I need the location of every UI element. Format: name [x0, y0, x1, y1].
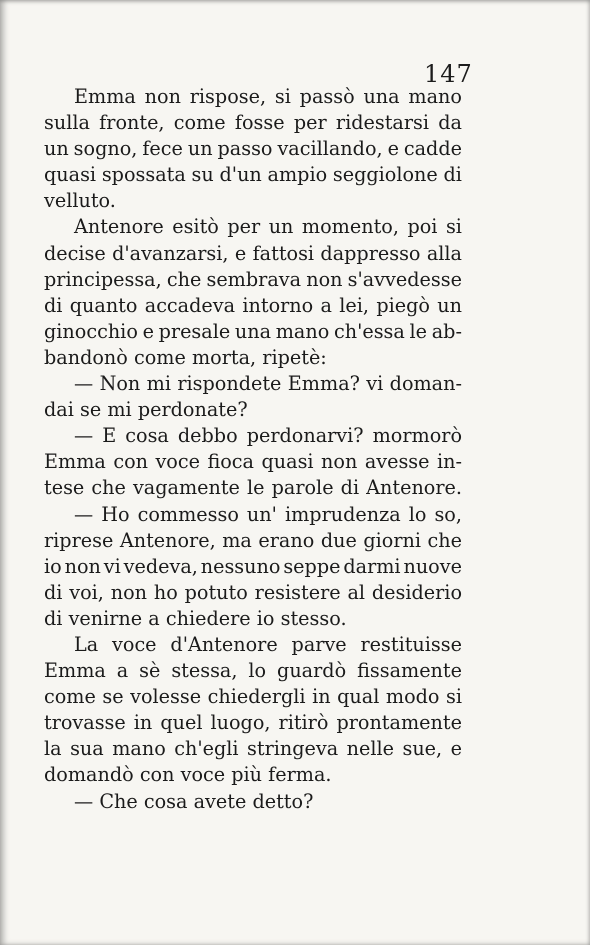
word: quel: [160, 711, 203, 735]
text-line: [44, 267, 462, 293]
word: —: [74, 789, 94, 813]
text-line: [44, 188, 462, 214]
word: rispose,: [189, 85, 267, 108]
text-line: [44, 606, 462, 632]
word: un: [44, 137, 69, 161]
word: Antenore: [74, 215, 164, 239]
word: momento,: [301, 215, 399, 239]
word: vacillando,: [277, 137, 383, 161]
word: due: [320, 528, 357, 552]
word: sogno,: [73, 137, 138, 161]
word: sulla: [44, 111, 90, 135]
word: a: [148, 606, 160, 630]
word: a: [116, 659, 129, 683]
word: di: [443, 163, 462, 187]
word: quanto: [69, 293, 138, 317]
word: accadeva: [144, 293, 236, 317]
word: darmi: [343, 554, 401, 578]
text-line: [44, 136, 462, 162]
word: non: [64, 554, 101, 578]
word: seggiolone: [332, 163, 438, 187]
word: come: [173, 111, 226, 135]
word: fioca: [207, 450, 254, 474]
word: in: [312, 685, 331, 709]
word: ferma.: [268, 763, 332, 787]
word: la: [44, 737, 62, 761]
word: guardò: [277, 659, 347, 683]
text-line: [44, 449, 462, 475]
word: poi: [407, 215, 438, 239]
word: passo: [217, 137, 273, 161]
word: che: [166, 267, 202, 291]
word: decise: [44, 241, 106, 265]
word: una: [363, 85, 400, 108]
text-line: [44, 162, 462, 188]
word: sè: [139, 659, 161, 683]
word: che: [427, 528, 462, 552]
word: modo: [385, 685, 440, 709]
word: di: [44, 606, 63, 630]
word: —: [74, 502, 94, 526]
word: da: [438, 111, 462, 135]
word: dappresso: [320, 241, 421, 265]
word: se: [80, 398, 102, 422]
word: presale: [158, 319, 231, 343]
word: Emma: [44, 450, 106, 474]
word: d'Antenore: [170, 632, 278, 656]
word: per: [227, 215, 261, 239]
word: intorno: [242, 293, 314, 317]
word: con: [113, 450, 148, 474]
word: non: [110, 580, 148, 604]
text-line: [44, 736, 462, 762]
word: riprese: [44, 528, 114, 552]
word: detto?: [252, 789, 314, 813]
word: imprudenza: [284, 502, 401, 526]
word: d'un: [219, 163, 262, 187]
word: quasi: [44, 163, 97, 187]
text-line: [44, 789, 462, 815]
word: volesse: [130, 685, 202, 709]
word: un': [246, 502, 277, 526]
word: avesse: [364, 450, 430, 474]
word: in-: [436, 450, 462, 474]
word: una: [234, 319, 272, 343]
word: passò: [299, 85, 355, 108]
word: e: [142, 319, 154, 343]
word: giorni: [363, 528, 421, 552]
word: io: [44, 554, 62, 578]
word: La: [74, 632, 99, 656]
word: parole: [271, 476, 334, 500]
word: perdonate?: [137, 398, 248, 422]
word: desiderio: [371, 580, 462, 604]
word: più: [231, 763, 263, 787]
word: voce: [180, 763, 226, 787]
text-line: [44, 475, 462, 501]
word: fece: [142, 137, 183, 161]
word: morta,: [191, 345, 257, 369]
word: mano: [275, 319, 330, 343]
word: le: [409, 319, 428, 343]
text-line: [44, 580, 462, 606]
text-line: [44, 528, 462, 554]
word: ch'egli: [174, 737, 239, 761]
word: al: [347, 580, 366, 604]
page-number: 147: [424, 60, 473, 88]
word: a: [320, 293, 332, 317]
word: venirne: [68, 606, 143, 630]
text-line: [44, 632, 462, 658]
word: lo: [248, 659, 267, 683]
word: resistere: [254, 580, 341, 604]
word: sua: [70, 737, 104, 761]
word: un: [268, 215, 294, 239]
word: non: [144, 85, 181, 108]
word: si: [445, 215, 462, 239]
text-line: [44, 710, 462, 736]
word: Emma: [74, 85, 136, 108]
text-line: [44, 371, 462, 397]
word: avete: [193, 789, 247, 813]
word: velluto.: [44, 189, 116, 213]
word: restituisse: [360, 632, 462, 656]
text-line: [44, 423, 462, 449]
word: alla: [426, 241, 462, 265]
page-body-text: [44, 84, 462, 815]
text-line: [44, 110, 462, 136]
text-line: [44, 762, 462, 788]
word: mi: [107, 398, 132, 422]
word: dai: [44, 398, 74, 422]
word: prontamente: [336, 711, 462, 735]
text-line: [44, 658, 462, 684]
text-line: [44, 241, 462, 267]
word: ma: [222, 528, 252, 552]
word: non: [306, 267, 343, 291]
text-line: [44, 319, 462, 345]
word: un: [437, 293, 462, 317]
word: di: [340, 476, 360, 500]
word: chiedere: [165, 606, 251, 630]
word: mormorò: [372, 424, 462, 448]
word: non: [321, 450, 358, 474]
word: vi: [103, 554, 121, 578]
word: sue,: [402, 737, 443, 761]
word: potuto: [184, 580, 248, 604]
word: fosse: [234, 111, 285, 135]
word: e: [387, 137, 399, 161]
word: doman-: [389, 372, 462, 396]
word: si: [446, 685, 462, 709]
word: sembrava: [206, 267, 302, 291]
word: mano: [408, 85, 462, 108]
word: ridestarsi: [335, 111, 430, 135]
word: ginocchio: [44, 319, 138, 343]
word: cadde: [403, 137, 462, 161]
text-line: [44, 84, 462, 110]
word: un: [187, 137, 213, 161]
word: in: [133, 711, 153, 735]
text-line: [44, 502, 462, 528]
word: —: [74, 372, 94, 396]
word: perdonarvi?: [246, 424, 364, 448]
text-line: [44, 554, 462, 580]
word: vedeva,: [123, 554, 198, 578]
word: come: [133, 345, 186, 369]
word: piegò: [376, 293, 430, 317]
word: s'avvedesse: [347, 267, 462, 291]
word: le: [247, 476, 265, 500]
text-line: [44, 684, 462, 710]
word: spossata: [101, 163, 186, 187]
word: vagamente: [132, 476, 240, 500]
word: mano: [112, 737, 166, 761]
word: cosa: [125, 424, 169, 448]
word: Non: [99, 372, 141, 396]
word: nelle: [346, 737, 394, 761]
word: parve: [291, 632, 347, 656]
word: Ho: [101, 502, 130, 526]
word: per: [293, 111, 327, 135]
text-line: [44, 397, 462, 423]
word: nessuno: [200, 554, 281, 578]
word: tese: [44, 476, 85, 500]
word: stringeva: [247, 737, 339, 761]
word: se: [102, 685, 124, 709]
word: Che: [99, 789, 138, 813]
word: come: [44, 685, 96, 709]
word: lei,: [339, 293, 370, 317]
word: d'avanzarsi,: [112, 241, 229, 265]
word: qual: [337, 685, 380, 709]
word: E: [102, 424, 117, 448]
word: chiedergli: [207, 685, 306, 709]
word: trovasse: [44, 711, 126, 735]
word: Emma: [44, 659, 106, 683]
word: io: [256, 606, 275, 630]
word: esitò: [172, 215, 219, 239]
word: domandò: [44, 763, 134, 787]
word: seppe: [283, 554, 341, 578]
word: so,: [434, 502, 462, 526]
word: che: [91, 476, 126, 500]
word: voce: [155, 450, 200, 474]
word: ch'essa: [333, 319, 405, 343]
word: debbo: [177, 424, 238, 448]
word: Emma?: [287, 372, 360, 396]
word: fissamente: [357, 659, 462, 683]
word: di: [44, 293, 63, 317]
word: rispondete: [177, 372, 282, 396]
word: quasi: [261, 450, 314, 474]
word: fronte,: [99, 111, 165, 135]
word: ampio: [267, 163, 328, 187]
word: su: [191, 163, 214, 187]
word: lo: [408, 502, 427, 526]
word: —: [74, 424, 94, 448]
word: principessa,: [44, 267, 162, 291]
word: e: [450, 737, 462, 761]
word: ho: [153, 580, 178, 604]
word: voi,: [69, 580, 104, 604]
word: nuove: [403, 554, 462, 578]
word: stessa,: [171, 659, 238, 683]
text-line: [44, 345, 462, 371]
text-line: [44, 214, 462, 240]
word: cosa: [143, 789, 188, 813]
word: fattosi: [252, 241, 315, 265]
word: bandonò: [44, 345, 128, 369]
word: vi: [366, 372, 384, 396]
word: ab-: [431, 319, 462, 343]
word: di: [44, 580, 63, 604]
word: luogo,: [210, 711, 271, 735]
word: ritirò: [278, 711, 329, 735]
word: ripetè:: [262, 345, 327, 369]
word: e: [234, 241, 247, 265]
word: Antenore,: [119, 528, 216, 552]
word: stesso.: [280, 606, 347, 630]
word: commesso: [137, 502, 239, 526]
word: si: [274, 85, 291, 108]
word: mi: [146, 372, 171, 396]
word: Antenore.: [366, 476, 462, 500]
word: con: [139, 763, 175, 787]
word: voce: [112, 632, 157, 656]
word: erano: [258, 528, 315, 552]
text-line: [44, 293, 462, 319]
